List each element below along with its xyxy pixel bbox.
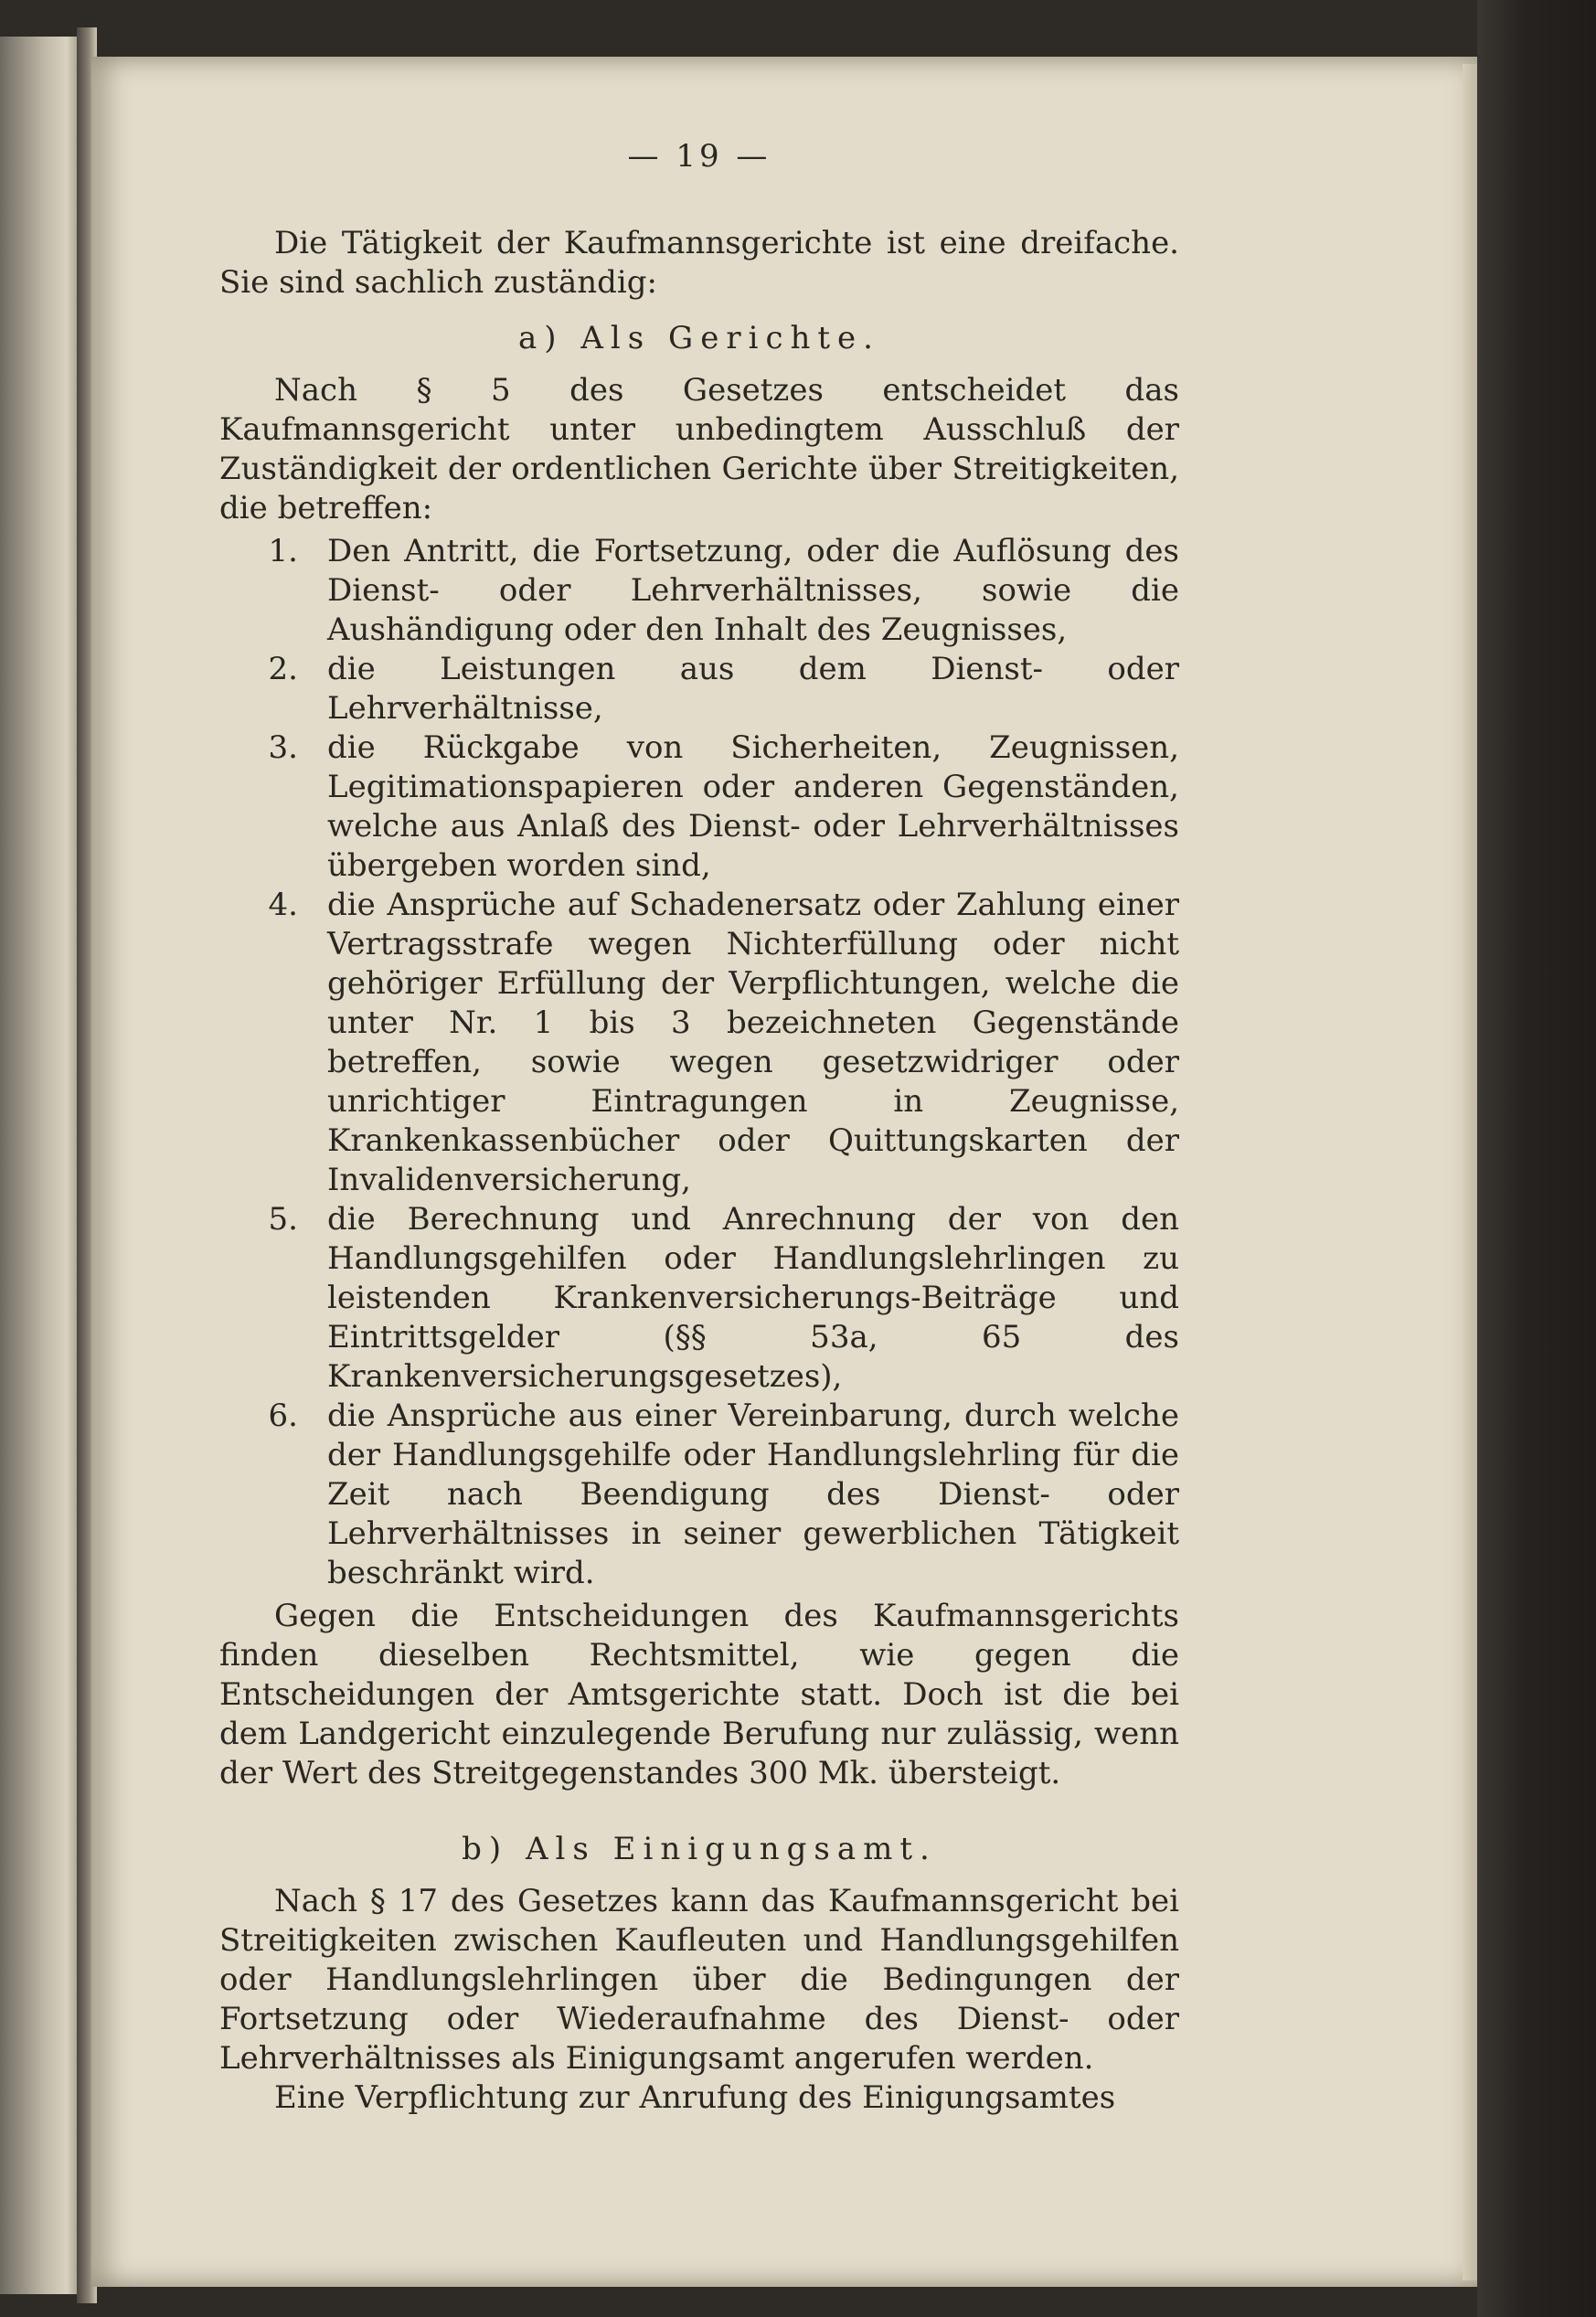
page-number: — 19 — — [627, 138, 771, 175]
list-item-text: die Berechnung und Anrechnung der von den Handlungsgehilfen oder Handlungslehrlingen zu leistenden Krankenversicherungs-Beiträge und Eintrittsgelder (§§ 53a, 65 des Krankenversicherungsgesetzes), — [327, 1201, 1179, 1395]
intro-paragraph: Die Tätigkeit der Kaufmannsgerichte ist eine dreifache. Sie sind sachlich zuständig: — [219, 225, 1179, 301]
list-item-number: 3. — [268, 729, 298, 766]
page-text — [219, 137, 1179, 2118]
list-item-number: 1. — [268, 533, 298, 569]
list-item-number: 2. — [268, 651, 298, 687]
list-item-number: 5. — [268, 1201, 298, 1238]
list-item-text: die Ansprüche auf Schadenersatz oder Zahlung einer Vertragsstrafe wegen Nichterfüllung oder nicht gehöriger Erfüllung der Verpflichtungen, welche die unter Nr. 1 bis 3 bezeichneten Gegenstände betreffen, sowie wegen gesetzwidriger oder unrichtiger Eintragungen in Zeugnisse, Krankenkassenbücher oder Quittungskarten der Invalidenversicherung, — [327, 887, 1179, 1198]
list-item — [219, 1200, 1179, 1397]
section-a-closing: Gegen die Entscheidungen des Kaufmannsgerichts finden dieselben Rechtsmittel, wie gegen die Entscheidungen der Amtsgerichte statt. Doch ist die bei dem Landgericht einzulegende Berufung nur zulässig, wenn der Wert des Streitgegenstandes 300 Mk. übersteigt. — [219, 1598, 1179, 1791]
left-page-edge — [0, 37, 79, 2294]
list-item — [219, 532, 1179, 650]
list-item — [219, 886, 1179, 1200]
section-a-intro: Nach § 5 des Gesetzes entscheidet das Kaufmannsgericht unter unbedingtem Ausschluß der Zuständigkeit der ordentlichen Gerichte über Streitigkeiten, die betreffen: — [219, 372, 1179, 526]
section-b-intro: Nach § 17 des Gesetzes kann das Kaufmannsgericht bei Streitigkeiten zwischen Kaufleuten und Handlungsgehilfen oder Handlungslehrlingen über die Bedingungen der Fortsetzung oder Wiederaufnahme des Dienst- oder Lehrverhältnisses als Einigungsamt angerufen werden. — [219, 1883, 1179, 2077]
list-item-text: Den Antritt, die Fortsetzung, oder die Auflösung des Dienst- oder Lehrverhältnisses, sowie die Aushändigung oder den Inhalt des Zeugnisses, — [327, 533, 1179, 648]
list-item-text: die Ansprüche aus einer Vereinbarung, durch welche der Handlungsgehilfe oder Handlungslehrling für die Zeit nach Beendigung des Dienst- oder Lehrverhältnisses in seiner gewerblichen Tätigkeit beschränkt wird. — [327, 1398, 1179, 1591]
list-item-number: 4. — [268, 887, 298, 923]
section-a-list — [219, 532, 1179, 1593]
list-item-text: die Leistungen aus dem Dienst- oder Lehrverhältnisse, — [327, 651, 1179, 727]
section-a-heading: a) Als Gerichte. — [518, 320, 880, 356]
section-b-heading: b) Als Einigungsamt. — [462, 1831, 937, 1867]
book-cover-edge — [1477, 0, 1596, 2317]
list-item — [219, 728, 1179, 886]
list-item — [219, 650, 1179, 728]
list-item-number: 6. — [268, 1398, 298, 1434]
list-item — [219, 1397, 1179, 1593]
section-b-last-line: Eine Verpflichtung zur Anrufung des Einigungsamtes — [274, 2079, 1116, 2116]
list-item-text: die Rückgabe von Sicherheiten, Zeugnissen, Legitimationspapieren oder anderen Gegenständen, welche aus Anlaß des Dienst- oder Lehrverhältnisses übergeben worden sind, — [327, 729, 1179, 884]
